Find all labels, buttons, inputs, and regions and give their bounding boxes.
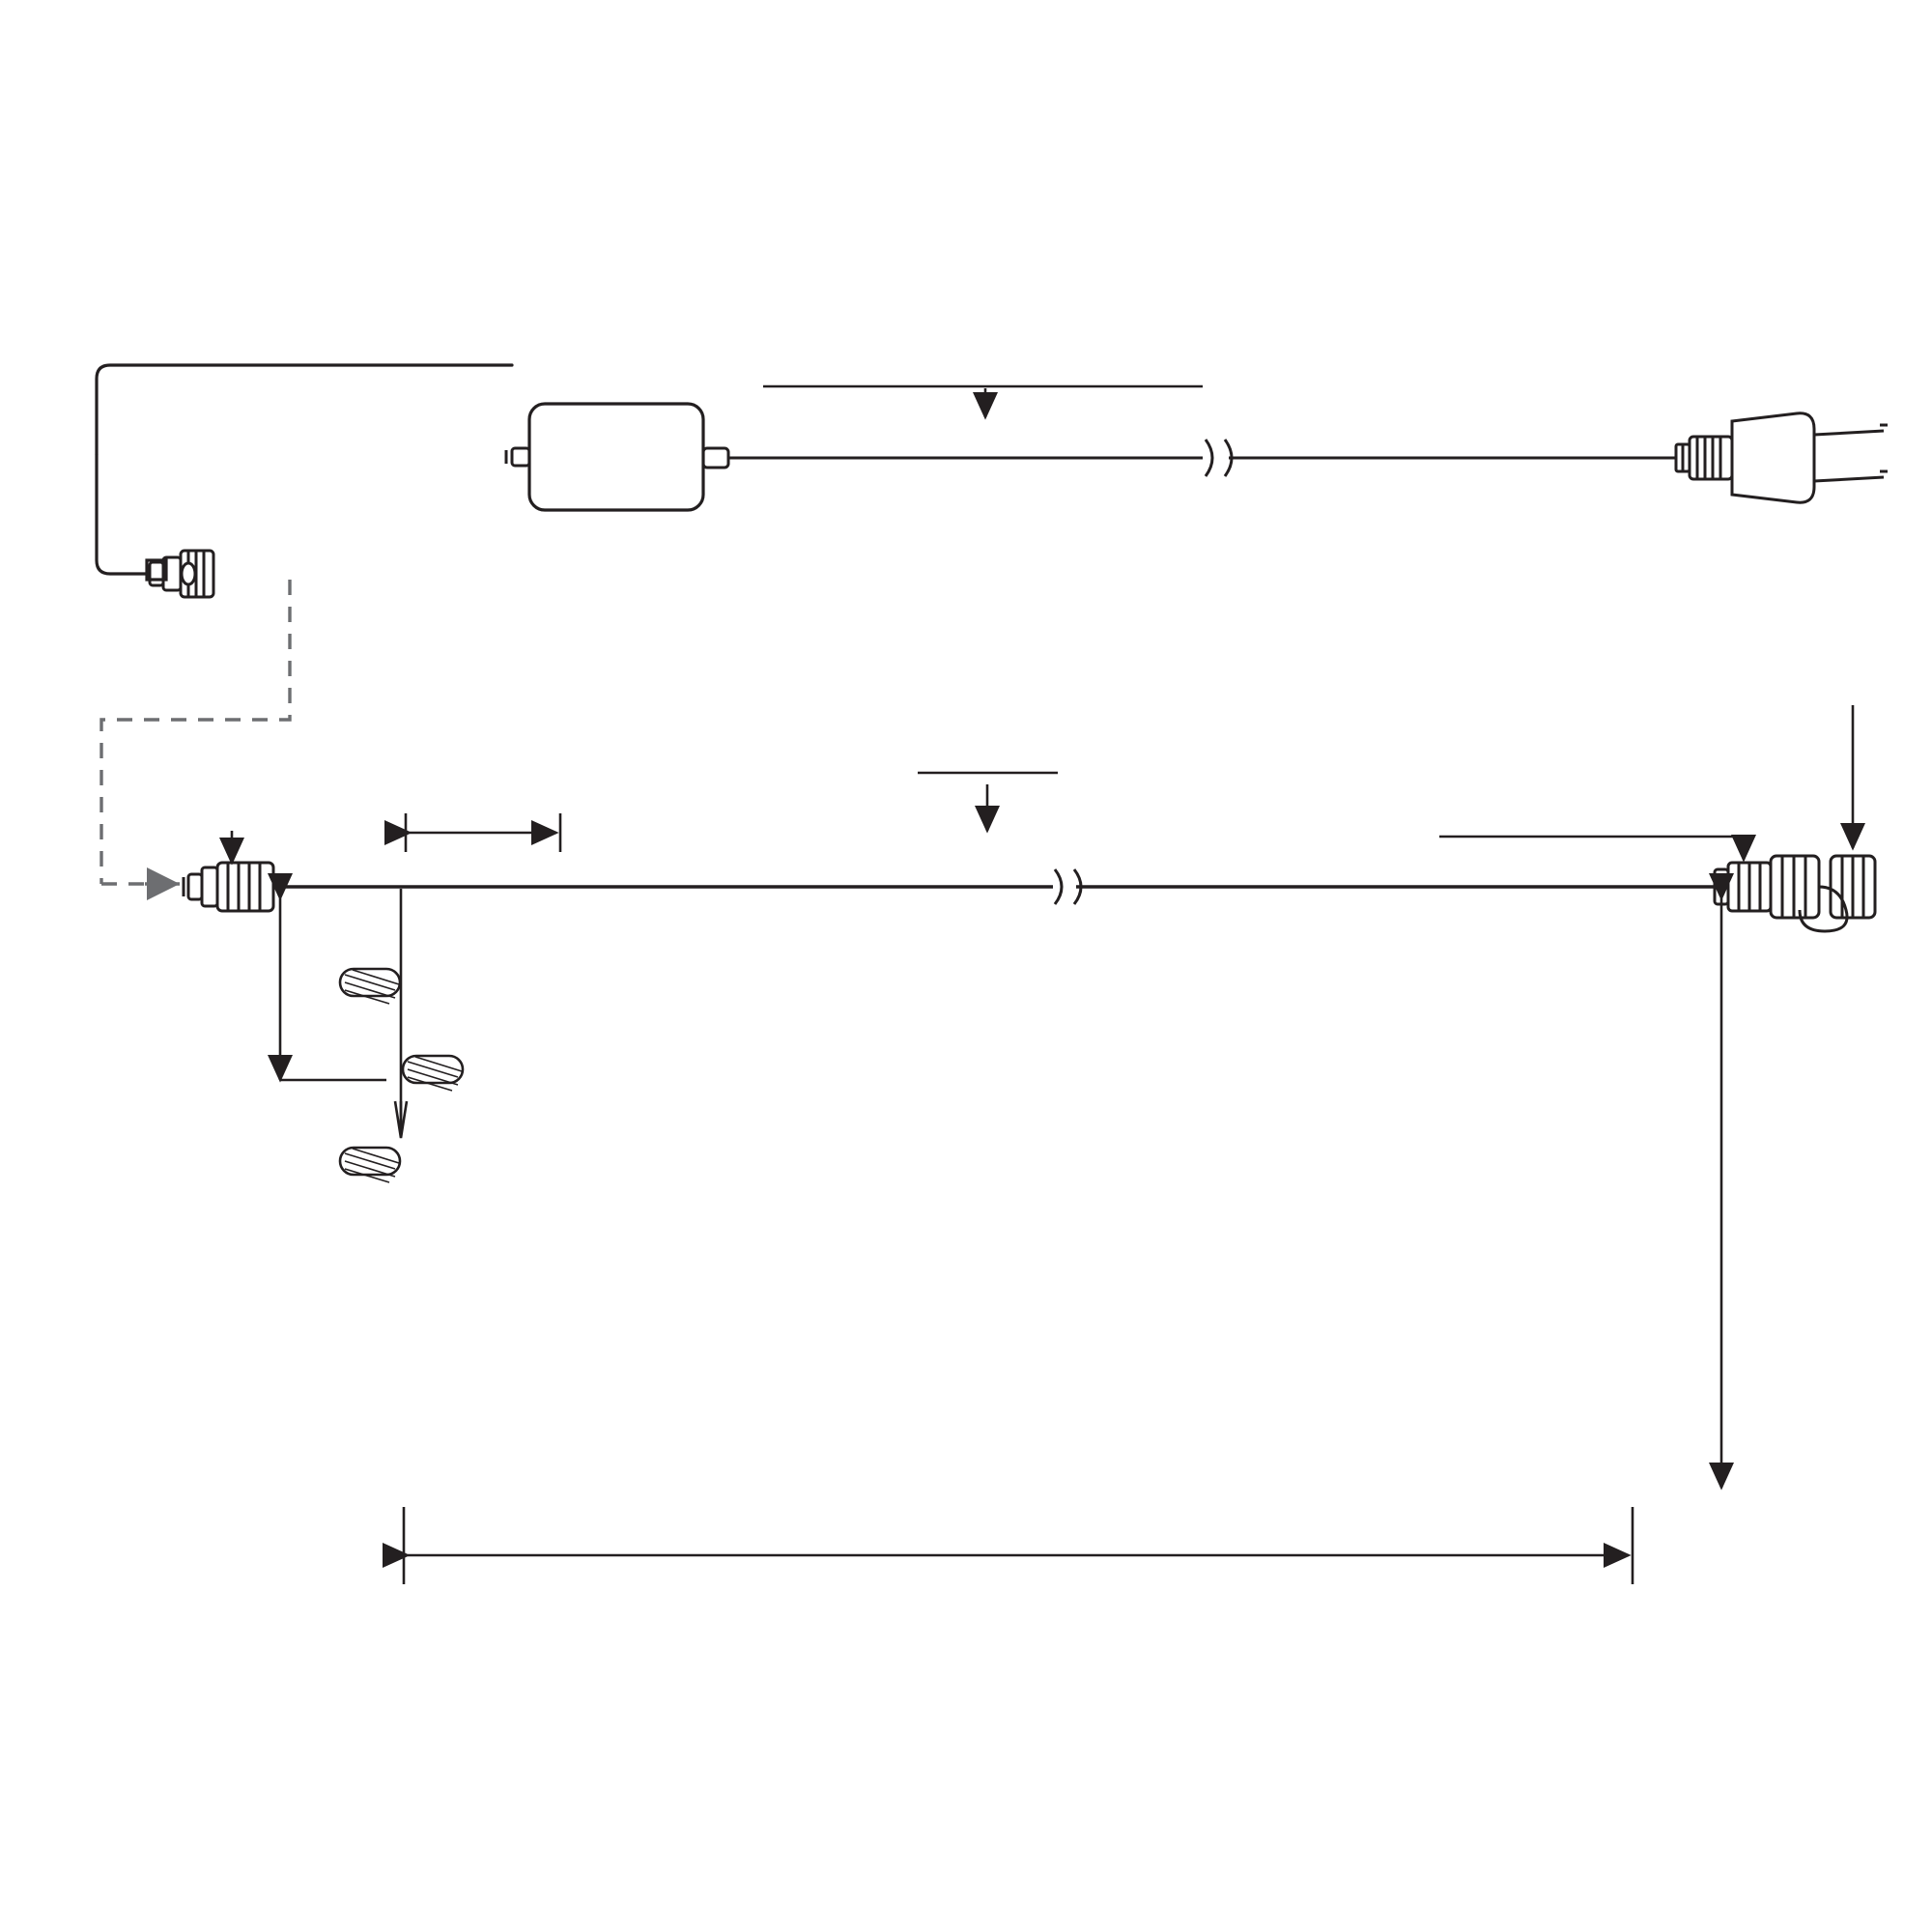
garland-connector-right xyxy=(1715,856,1875,931)
garland-connector-left xyxy=(184,863,273,911)
led-strands xyxy=(340,889,463,1182)
dcac-box xyxy=(529,404,703,510)
mains-plug xyxy=(1676,413,1888,502)
